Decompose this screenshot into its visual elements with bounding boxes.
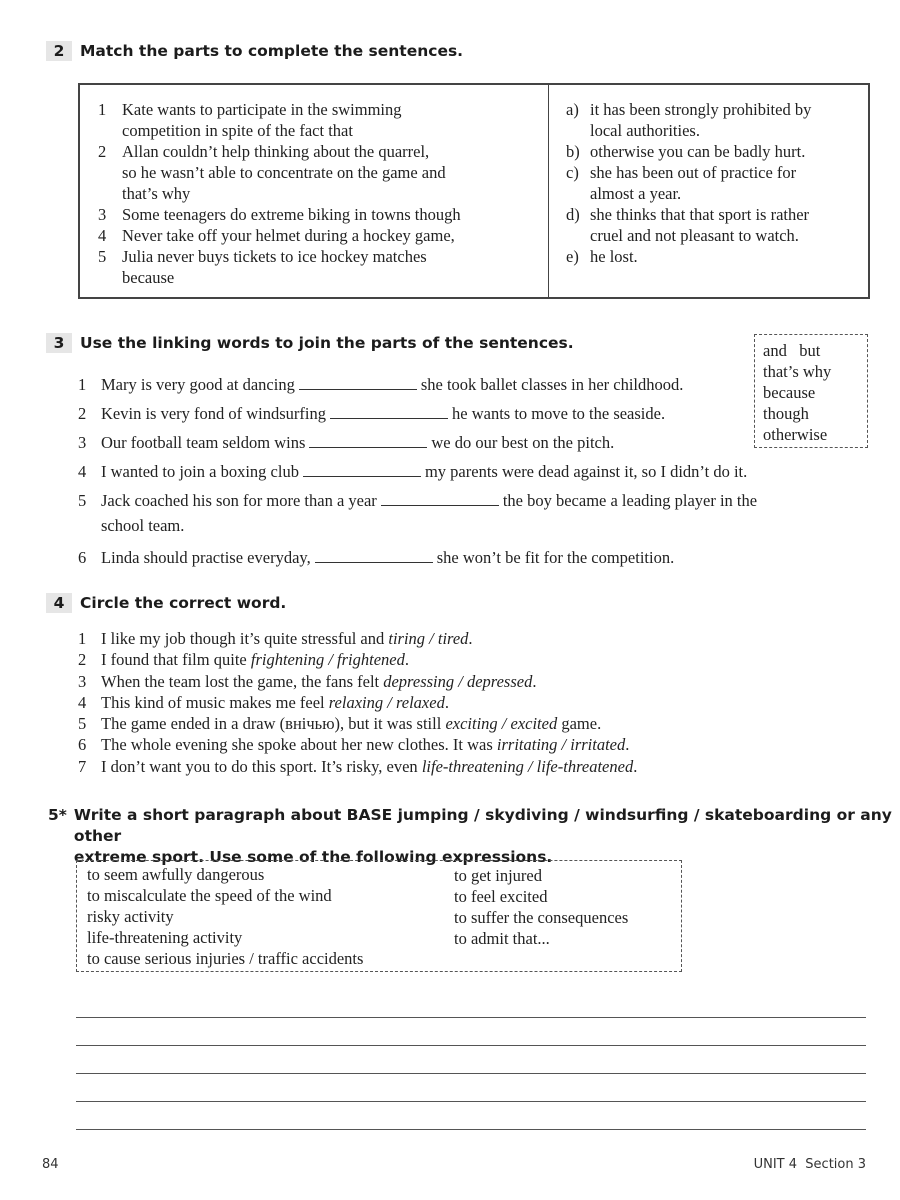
exercise-4-heading [46, 593, 286, 614]
list-item: 3 Our football team seldom wins we do our best on the pitch. [78, 433, 615, 452]
list-item: 2 I found that film quite frightening / frightened. [78, 650, 409, 670]
unit-section-label: UNIT 4 Section 3 [753, 1157, 866, 1172]
list-item: 6 The whole evening she spoke about her new clothes. It was irritating / irritated. [78, 735, 630, 755]
sentence-beginnings [98, 99, 528, 288]
exercise-title: Use the linking words to join the parts of the sentences. [80, 334, 574, 352]
expression: to get injured [454, 866, 542, 885]
list-item: d) she thinks that that sport is rather cruel and not pleasant to watch. [566, 205, 810, 245]
list-item: 5 Jack coached his son for more than a year the boy became a leading player in the school team. [78, 491, 758, 535]
exercise-3-heading [46, 333, 574, 354]
list-item: 5 Julia never buys tickets to ice hockey matches because [98, 247, 427, 287]
expression: to miscalculate the speed of the wind [87, 886, 332, 905]
page-number: 84 [42, 1157, 59, 1172]
exercise-number: 4 [46, 593, 72, 613]
word-option: because [763, 383, 816, 402]
list-item: 4 This kind of music makes me feel relaxing / relaxed. [78, 692, 449, 712]
word-options[interactable]: irritating / irritated [496, 735, 626, 755]
word-options[interactable]: exciting / excited [445, 714, 558, 734]
exercise-title: Write a short paragraph about BASE jumping / skydiving / windsurfing / skateboarding or any other extreme sport. Use some of the following expressions. [73, 806, 892, 866]
word-options[interactable]: depressing / depressed [383, 671, 533, 691]
matching-table [78, 83, 870, 299]
expression: to cause serious injuries / traffic accidents [87, 949, 364, 968]
exercise-number: 3 [46, 333, 72, 353]
list-item: 4 Never take off your helmet during a hockey game, [98, 226, 455, 245]
list-item: 3 Some teenagers do extreme biking in towns though [98, 205, 461, 224]
word-option: though [763, 404, 809, 423]
list-item: a) it has been strongly prohibited by local authorities. [566, 100, 812, 140]
answer-blank[interactable] [315, 548, 433, 563]
list-item: 1 Mary is very good at dancing she took ballet classes in her childhood. [78, 375, 684, 394]
answer-blank[interactable] [381, 491, 499, 506]
exercise-number: 2 [46, 41, 72, 61]
answer-blank[interactable] [299, 375, 417, 390]
list-item: 5 The game ended in a draw (внічью), but it was still exciting / excited game. [78, 714, 602, 734]
linking-exercise-list [78, 374, 858, 576]
expression: to suffer the consequences [454, 908, 629, 927]
list-item: 7 I don’t want you to do this sport. It’s risky, even life-threatening / life-threatened. [78, 756, 638, 776]
exercise-number: 5* [48, 806, 67, 824]
expression: to seem awfully dangerous [87, 865, 265, 884]
expressions-left [87, 864, 363, 969]
list-item: c) she has been out of practice for almost a year. [566, 163, 797, 203]
word-option: otherwise [763, 425, 828, 444]
column-divider [548, 85, 549, 297]
expression: life-threatening activity [87, 928, 243, 947]
circle-word-list [78, 628, 858, 777]
list-item: 1 Kate wants to participate in the swimming competition in spite of the fact that [98, 100, 402, 140]
list-item: 1 I like my job though it’s quite stressful and tiring / tired. [78, 629, 473, 648]
exercise-5-heading [46, 805, 900, 868]
exercise-title: Circle the correct word. [80, 594, 287, 612]
writing-line[interactable] [76, 1129, 866, 1130]
word-options[interactable]: life-threatening / life-threatened [421, 756, 634, 776]
exercise-title: Match the parts to complete the sentences. [80, 42, 464, 60]
expression: to feel excited [454, 887, 548, 906]
word-option: and but [763, 341, 821, 360]
answer-blank[interactable] [330, 404, 448, 419]
word-options[interactable]: frightening / frightened [250, 650, 405, 670]
answer-blank[interactable] [309, 433, 427, 448]
list-item: 2 Kevin is very fond of windsurfing he wants to move to the seaside. [78, 404, 666, 423]
expression: risky activity [87, 907, 174, 926]
answer-blank[interactable] [303, 462, 421, 477]
word-option: that’s why [763, 362, 832, 381]
list-item: 6 Linda should practise everyday, she won’t be fit for the competition. [78, 548, 675, 567]
expressions-right [454, 865, 628, 949]
expression: to admit that... [454, 929, 550, 948]
list-item: e) he lost. [566, 247, 638, 266]
list-item: b) otherwise you can be badly hurt. [566, 142, 806, 161]
exercise-2-heading [46, 41, 463, 62]
word-options[interactable]: tiring / tired [388, 629, 469, 648]
list-item: 4 I wanted to join a boxing club my parents were dead against it, so I didn’t do it. [78, 462, 748, 481]
word-options[interactable]: relaxing / relaxed [328, 692, 445, 712]
writing-line[interactable] [76, 1101, 866, 1102]
writing-line[interactable] [76, 1045, 866, 1046]
writing-line[interactable] [76, 1073, 866, 1074]
list-item: 2 Allan couldn’t help thinking about the quarrel, so he wasn’t able to concentrate on the game and that’s why [98, 142, 446, 203]
list-item: 3 When the team lost the game, the fans felt depressing / depressed. [78, 671, 537, 691]
writing-line[interactable] [76, 1017, 866, 1018]
expressions-box [76, 860, 682, 972]
sentence-endings [566, 99, 866, 267]
